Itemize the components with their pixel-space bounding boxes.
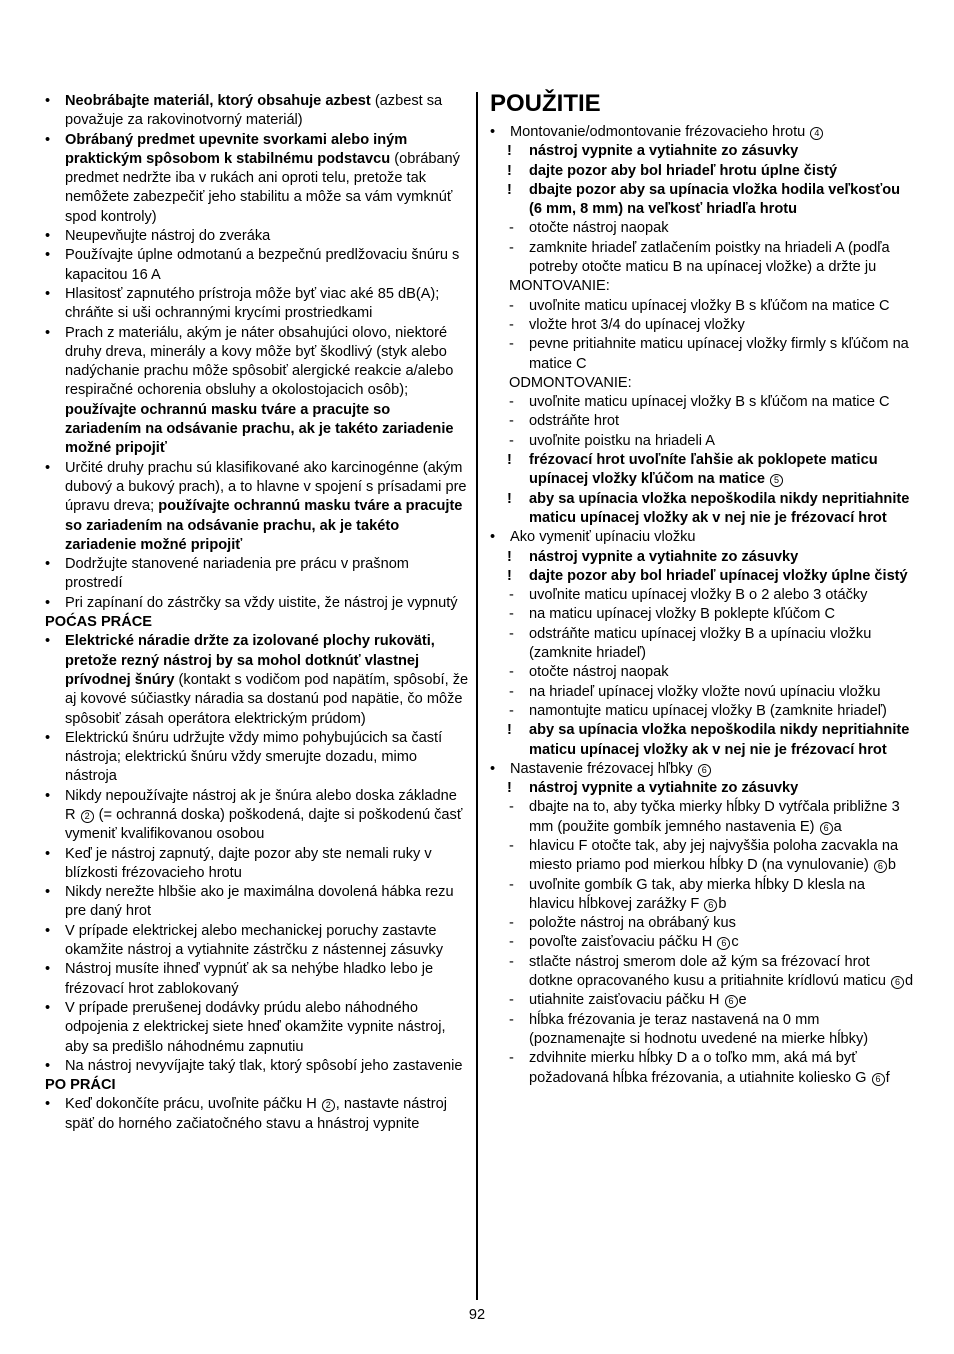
- warning-mark: !: [507, 162, 512, 179]
- step-item: [490, 663, 914, 682]
- text-run: POĆAS PRÁCE: [45, 614, 153, 631]
- bullet-item: [45, 227, 469, 246]
- text-run: Keď dokončíte prácu, uvoľnite páčku H: [65, 1096, 321, 1113]
- step-item: [490, 1011, 914, 1050]
- warning-mark: !: [507, 722, 512, 739]
- dash-mark: -: [509, 413, 514, 430]
- bullet-item: [45, 1095, 469, 1134]
- dash-mark: -: [509, 297, 514, 314]
- text-run: Nikdy nerežte hlbšie ako je maximálna dovolená hábka rezu pre daný hrot: [65, 884, 454, 920]
- bullet-item: [45, 999, 469, 1057]
- text-run: Na nástroj nevyvíjajte taký tlak, ktorý spôsobí jeho zastavenie: [65, 1057, 463, 1074]
- figure-ref: 6: [891, 976, 904, 989]
- text-run: d: [905, 973, 914, 990]
- text-run: Keď je nástroj zapnutý, dajte pozor aby ste nemali ruky v blízkosti frézovacieho hrotu: [65, 845, 432, 881]
- step-item: [490, 239, 914, 278]
- text-run: MONTOVANIE:: [509, 278, 610, 295]
- warning-item: [490, 181, 914, 220]
- warning-mark: !: [507, 143, 512, 160]
- text-run: pevne pritiahnite maticu upínacej vložky firmly s kľúčom na matice C: [529, 336, 909, 372]
- text-run: Hlasitosť zapnutého prístroja môže byť viac aké 85 dB(A); chráňte si uši ochrannými krycími prostriedkami: [65, 285, 440, 322]
- text-run: , nastavte nástroj späť do horného začiatočného stavu a hnástroj vypnite: [65, 1096, 447, 1132]
- warning-mark: !: [507, 181, 512, 198]
- dash-mark: -: [509, 606, 514, 623]
- text-run: nástroj vypnite a vytiahnite zo zásuvky: [529, 780, 799, 797]
- warning-item: [490, 567, 914, 586]
- column-divider: [476, 92, 478, 1300]
- text-run: Elektrickú šnúru udržujte vždy mimo pohybujúcich sa častí nástroja; elektrickú šnúru vždy smerujte dozadu, mimo nástroja: [65, 729, 443, 785]
- warning-mark: !: [507, 490, 512, 507]
- dash-mark: -: [509, 625, 514, 642]
- text-run: zdvihnite mierku hĺbky D a o toľko mm, aká má byť požadovaná hĺbka frézovania, a utiahnite koliesko G: [529, 1050, 871, 1086]
- text-run: (= ochranná doska) poškodená, dajte si poškodenú časť vymeniť kvalifikovanou osobou: [65, 806, 463, 843]
- text-run: frézovací hrot uvoľníte ľahšie ak poklopete maticu upínacej vložky kľúčom na matice: [529, 452, 878, 488]
- text-run: zamknite hriadeľ zatlačením poistky na hriadeli A (podľa potreby otočte maticu B na upínacej vložke) a držte ju: [529, 239, 890, 276]
- text-run: otočte nástroj naopak: [529, 664, 669, 681]
- dash-mark: -: [509, 876, 514, 893]
- text-run: b: [718, 895, 727, 912]
- text-run: Pri zapínaní do zástrčky sa vždy uistite, že nástroj je vypnutý: [65, 594, 458, 611]
- step-item: [490, 837, 914, 876]
- dash-mark: -: [509, 915, 514, 932]
- text-run: stlačte nástroj smerom dole až kým sa frézovací hrot dotkne opracovaného kusu a pritiahnite krídlovú maticu: [529, 953, 891, 990]
- dash-mark: -: [509, 316, 514, 333]
- dash-mark: -: [509, 394, 514, 411]
- warning-mark: !: [507, 780, 512, 797]
- text-run: dajte pozor aby bol hriadeľ hrotu úplne čistý: [529, 162, 838, 179]
- text-run: na maticu upínacej vložky B poklepte kľúčom C: [529, 606, 836, 623]
- text-run: hlavicu F otočte tak, aby jej najvyššia poloha zacvakla na miesto priamo pod mierkou hĺbky D (na vynulovanie): [529, 837, 899, 874]
- text-run: utiahnite zaisťovaciu páčku H: [529, 992, 724, 1009]
- warning-item: [490, 142, 914, 161]
- text-run: odstráňte hrot: [529, 413, 620, 430]
- text-run: uvoľnite maticu upínacej vložky B o 2 alebo 3 otáčky: [529, 587, 868, 604]
- text-run: používajte ochrannú masku tváre a pracujte so zariadením na odsávanie prachu, ak je takéto zariadenie možné pripojiť: [65, 401, 454, 457]
- bullet-item: [45, 787, 469, 845]
- text-run: uvoľnite poistku na hriadeli A: [529, 432, 715, 449]
- step-item: [490, 605, 914, 624]
- text-run: b: [887, 857, 897, 874]
- step-item: [490, 933, 914, 952]
- dash-mark: -: [509, 432, 514, 449]
- step-item: [490, 412, 914, 431]
- figure-ref: 2: [322, 1099, 335, 1112]
- text-run: (kontakt s vodičom pod napätím, spôsobí, že aj kovové súčiastky náradia sa dostanú pod napätie, čo môže spôsobiť zásah operátora elektrickým prúdom): [65, 671, 469, 727]
- text-run: ODMONTOVANIE:: [509, 374, 632, 391]
- text-run: Určité druhy prachu sú klasifikované ako karcinogénne (akým dubový a bukový prach), a to hlavne v spojení s prísadami pre úpravu dreva;: [65, 459, 467, 515]
- text-run: (obrábaný predmet nedržte iba v rukách ani oproti telu, pretože tak nemôžete zabezpečiť jeho stabilitu a môže sa vám vymknúť spod kontroly): [65, 150, 460, 225]
- bullet-item: [45, 285, 469, 324]
- step-item: [490, 625, 914, 664]
- step-item: [490, 393, 914, 412]
- warning-mark: !: [507, 548, 512, 565]
- subsection-label: [490, 277, 914, 296]
- step-item: [490, 876, 914, 915]
- text-run: nástroj vypnite a vytiahnite zo zásuvky: [529, 143, 799, 160]
- dash-mark: -: [509, 239, 514, 256]
- text-run: otočte nástroj naopak: [529, 220, 669, 237]
- dash-mark: -: [509, 837, 514, 854]
- bullet-item: [45, 459, 469, 555]
- bullet-item: [45, 324, 469, 459]
- step-item: [490, 991, 914, 1010]
- bullet-item: [45, 246, 469, 285]
- dash-mark: -: [509, 702, 514, 719]
- text-run: odstráňte maticu upínacej vložky B a upínaciu vložku (zamknite hriadeľ): [529, 625, 872, 662]
- right-item-list: [490, 123, 914, 1088]
- subsection-label: [490, 374, 914, 393]
- warning-mark: !: [507, 567, 512, 584]
- warning-mark: !: [507, 452, 512, 469]
- text-run: Používajte úplne odmotanú a bezpečnú predlžovaciu šnúru s kapacitou 16 A: [65, 247, 460, 283]
- text-run: používajte ochrannú masku tváre a pracujte so zariadením na odsávanie prachu, ak je takéto zariadenie možné pripojiť: [65, 498, 463, 553]
- step-item: [490, 953, 914, 992]
- text-run: povoľte zaisťovaciu páčku H: [529, 934, 717, 951]
- bullet-item: [45, 729, 469, 787]
- text-run: c: [731, 934, 739, 951]
- figure-ref: 5: [770, 474, 783, 487]
- figure-ref: 2: [81, 810, 94, 823]
- dash-mark: -: [509, 336, 514, 353]
- text-run: Dodržujte stanovené nariadenia pre prácu v prašnom prostredí: [65, 556, 409, 592]
- bullet-item: [45, 883, 469, 922]
- text-run: položte nástroj na obrábaný kus: [529, 915, 736, 932]
- dash-mark: -: [509, 587, 514, 604]
- text-run: Obrábaný predmet upevnite svorkami alebo iným praktickým spôsobom k stabilnému podstavcu: [65, 131, 408, 167]
- warning-item: [490, 548, 914, 567]
- step-item: [490, 914, 914, 933]
- text-run: (azbest sa považuje za rakovinotvorný materiál): [65, 93, 443, 129]
- figure-ref: 6: [725, 995, 738, 1008]
- bullet-item: [45, 1057, 469, 1076]
- warning-item: [490, 490, 914, 529]
- dash-mark: -: [509, 934, 514, 951]
- text-run: f: [885, 1069, 890, 1086]
- section-title: POUŽITIE: [490, 90, 601, 117]
- warning-item: [490, 779, 914, 798]
- text-run: aby sa upínacia vložka nepoškodila nikdy nepritiahnite maticu upínacej vložky ak v nej nie je frézovací hrot: [529, 722, 910, 758]
- text-run: aby sa upínacia vložka nepoškodila nikdy nepritiahnite maticu upínacej vložky ak v nej nie je frézovací hrot: [529, 490, 910, 526]
- figure-ref: 6: [872, 1073, 885, 1086]
- bullet-item: [45, 131, 469, 227]
- text-run: na hriadeľ upínacej vložky vložte novú upínaciu vložku: [529, 683, 881, 700]
- text-run: Elektrické náradie držte za izolované plochy rukoväti, pretože rezný nástroj by sa mohol dotknúť vlastnej prívodnej šnúry: [65, 633, 435, 688]
- text-run: dajte pozor aby bol hriadeľ upínacej vložky úplne čistý: [529, 567, 908, 584]
- text-run: a: [833, 818, 842, 835]
- step-item: [490, 586, 914, 605]
- text-run: uvoľnite maticu upínacej vložky B s kľúčom na matice C: [529, 297, 890, 314]
- figure-ref: 6: [717, 937, 730, 950]
- dash-mark: -: [509, 683, 514, 700]
- dash-mark: -: [509, 992, 514, 1009]
- left-column: [45, 92, 469, 1134]
- dash-mark: -: [509, 799, 514, 816]
- step-item: [490, 432, 914, 451]
- text-run: V prípade prerušenej dodávky prúdu alebo náhodného odpojenia z elektrickej siete hneď okamžite vypnite nástroj, aby sa predišlo náhodnému zapnutiu: [65, 999, 446, 1055]
- page-number: 92: [468, 1307, 486, 1323]
- step-item: [490, 316, 914, 335]
- step-item: [490, 702, 914, 721]
- text-run: Nástroj musíte ihneď vypnúť ak sa nehýbe hladko lebo je frézovací hrot zablokovaný: [65, 961, 434, 997]
- bullet-item: [45, 632, 469, 728]
- text-run: nástroj vypnite a vytiahnite zo zásuvky: [529, 548, 799, 565]
- text-run: uvoľnite gombík G tak, aby mierka hĺbky D klesla na hlavicu hĺbkovej zarážky F: [529, 876, 866, 912]
- text-run: e: [738, 992, 747, 1009]
- text-run: dbajte na to, aby tyčka mierky hĺbky D vytŕčala približne 3 mm (použite gombík jemného nastavenia E): [529, 799, 900, 835]
- dash-mark: -: [509, 220, 514, 237]
- step-item: [490, 683, 914, 702]
- bullet-item: [45, 92, 469, 131]
- figure-ref: 4: [810, 127, 823, 140]
- text-run: Ako vymeniť upínaciu vložku: [510, 529, 696, 546]
- text-run: V prípade elektrickej alebo mechanickej poruchy zastavte okamžite nástroj a vytiahnite zástrčku z nástennej zásuvky: [65, 922, 443, 959]
- text-run: uvoľnite maticu upínacej vložky B s kľúčom na matice C: [529, 394, 890, 411]
- bullet-item: [45, 922, 469, 961]
- step-item: [490, 219, 914, 238]
- warning-item: [490, 451, 914, 490]
- section-heading: [45, 613, 469, 632]
- right-column: [490, 89, 914, 1088]
- warning-item: [490, 721, 914, 760]
- text-run: dbajte pozor aby sa upínacia vložka hodila veľkosťou (6 mm, 8 mm) na veľkosť hriadľa hrotu: [529, 181, 901, 218]
- bullet-item: [45, 845, 469, 884]
- text-run: Prach z materiálu, akým je náter obsahujúci olovo, niektoré druhy dreva, minerály a kovy môže byť škodlivý (styk alebo nadýchanie prachu môže spôsobiť alergické reakcie a/alebo respiračné ochorenia obsluhy a okolostojacich osôb);: [65, 324, 454, 399]
- figure-ref: 6: [874, 860, 887, 873]
- bullet-item: [490, 123, 914, 142]
- bullet-item: [490, 528, 914, 547]
- step-item: [490, 798, 914, 837]
- step-item: [490, 1049, 914, 1088]
- warning-item: [490, 162, 914, 181]
- text-run: Montovanie/odmontovanie frézovacieho hrotu: [510, 124, 810, 140]
- figure-ref: 6: [820, 822, 833, 835]
- text-run: Nastavenie frézovacej hľbky: [510, 760, 697, 777]
- dash-mark: -: [509, 953, 514, 970]
- bullet-item: [45, 555, 469, 594]
- bullet-item: [45, 960, 469, 999]
- step-item: [490, 335, 914, 374]
- bullet-item: [490, 760, 914, 779]
- text-run: vložte hrot 3/4 do upínacej vložky: [529, 316, 745, 333]
- text-run: hĺbka frézovania je teraz nastavená na 0 mm (poznamenajte si hodnotu uvedené na mierke hĺbky): [529, 1011, 869, 1047]
- figure-ref: 6: [698, 764, 711, 777]
- text-run: Neupevňujte nástroj do zveráka: [65, 228, 271, 245]
- dash-mark: -: [509, 664, 514, 681]
- bullet-item: [45, 594, 469, 613]
- text-run: PO PRÁCI: [45, 1077, 116, 1094]
- section-heading: [45, 1076, 469, 1095]
- text-run: Neobrábajte materiál, ktorý obsahuje azbest: [65, 93, 371, 109]
- dash-mark: -: [509, 1011, 514, 1028]
- text-run: namontujte maticu upínacej vložky B (zamknite hriadeľ): [529, 702, 887, 719]
- dash-mark: -: [509, 1050, 514, 1067]
- step-item: [490, 297, 914, 316]
- figure-ref: 6: [704, 899, 717, 912]
- text-run: Nikdy nepoužívajte nástroj ak je šnúra alebo doska základne R: [65, 787, 457, 823]
